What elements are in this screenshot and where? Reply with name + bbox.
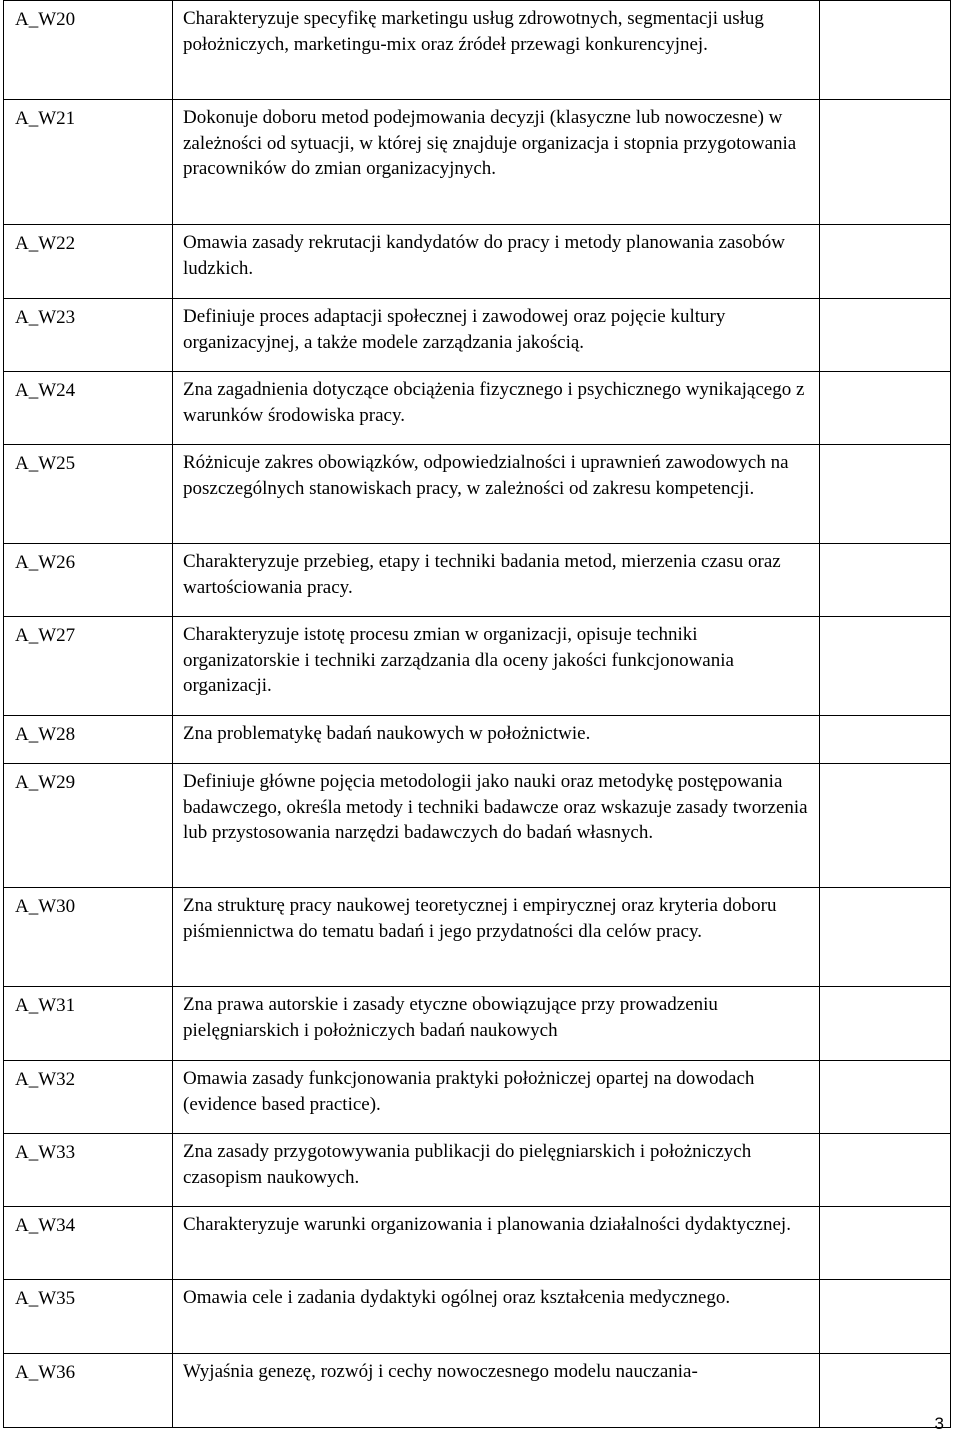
outcome-code: A_W25	[4, 445, 173, 544]
outcome-code: A_W31	[4, 987, 173, 1061]
outcome-description: Omawia zasady funkcjonowania praktyki położniczej opartej na dowodach (evidence based practice).	[173, 1061, 820, 1134]
outcome-code: A_W24	[4, 372, 173, 445]
empty-cell	[820, 1207, 951, 1280]
outcome-description: Zna strukturę pracy naukowej teoretycznej i empirycznej oraz kryteria doboru piśmiennictwa do tematu badań i jego przydatności dla celów pracy.	[173, 888, 820, 987]
outcome-code: A_W27	[4, 617, 173, 716]
outcome-description: Charakteryzuje przebieg, etapy i techniki badania metod, mierzenia czasu oraz wartościowania pracy.	[173, 544, 820, 617]
outcome-description: Definiuje główne pojęcia metodologii jako nauki oraz metodykę postępowania badawczego, określa metody i techniki badawcze oraz wskazuje zasady tworzenia lub przystosowania narzędzi badawczych do badań własnych.	[173, 764, 820, 888]
table-row	[4, 617, 951, 716]
outcome-description: Charakteryzuje istotę procesu zmian w organizacji, opisuje techniki organizatorskie i techniki zarządzania dla oceny jakości funkcjonowania organizacji.	[173, 617, 820, 716]
outcome-description: Wyjaśnia genezę, rozwój i cechy nowoczesnego modelu nauczania-	[173, 1354, 820, 1428]
empty-cell	[820, 764, 951, 888]
outcome-description: Zna prawa autorskie i zasady etyczne obowiązujące przy prowadzeniu pielęgniarskich i położniczych badań naukowych	[173, 987, 820, 1061]
table-row	[4, 1, 951, 100]
empty-cell	[820, 716, 951, 764]
table-row	[4, 1061, 951, 1134]
table-row	[4, 1134, 951, 1207]
empty-cell	[820, 445, 951, 544]
empty-cell	[820, 225, 951, 299]
empty-cell	[820, 1354, 951, 1428]
outcome-code: A_W21	[4, 100, 173, 225]
empty-cell	[820, 987, 951, 1061]
table-row	[4, 372, 951, 445]
outcome-description: Różnicuje zakres obowiązków, odpowiedzialności i uprawnień zawodowych na poszczególnych stanowiskach pracy, w zależności od zakresu kompetencji.	[173, 445, 820, 544]
outcome-description: Zna zasady przygotowywania publikacji do pielęgniarskich i położniczych czasopism naukowych.	[173, 1134, 820, 1207]
table-row	[4, 299, 951, 372]
outcome-code: A_W35	[4, 1280, 173, 1354]
table-row	[4, 1207, 951, 1280]
learning-outcomes-table	[3, 0, 951, 1428]
outcome-code: A_W36	[4, 1354, 173, 1428]
empty-cell	[820, 1280, 951, 1354]
outcome-code: A_W23	[4, 299, 173, 372]
outcome-description: Zna problematykę badań naukowych w położnictwie.	[173, 716, 820, 764]
outcome-description: Omawia cele i zadania dydaktyki ogólnej oraz kształcenia medycznego.	[173, 1280, 820, 1354]
outcome-code: A_W33	[4, 1134, 173, 1207]
empty-cell	[820, 372, 951, 445]
table-row	[4, 1280, 951, 1354]
empty-cell	[820, 1134, 951, 1207]
empty-cell	[820, 617, 951, 716]
outcome-description: Zna zagadnienia dotyczące obciążenia fizycznego i psychicznego wynikającego z warunków środowiska pracy.	[173, 372, 820, 445]
outcome-code: A_W32	[4, 1061, 173, 1134]
table-row	[4, 764, 951, 888]
empty-cell	[820, 299, 951, 372]
table-row	[4, 888, 951, 987]
outcome-code: A_W26	[4, 544, 173, 617]
outcome-description: Dokonuje doboru metod podejmowania decyzji (klasyczne lub nowoczesne) w zależności od sytuacji, w której się znajduje organizacja i stopnia przygotowania pracowników do zmian organizacyjnych.	[173, 100, 820, 225]
empty-cell	[820, 544, 951, 617]
empty-cell	[820, 888, 951, 987]
outcome-code: A_W28	[4, 716, 173, 764]
outcome-code: A_W20	[4, 1, 173, 100]
table-row	[4, 100, 951, 225]
table-row	[4, 445, 951, 544]
outcome-code: A_W22	[4, 225, 173, 299]
outcome-code: A_W30	[4, 888, 173, 987]
outcome-description: Omawia zasady rekrutacji kandydatów do pracy i metody planowania zasobów ludzkich.	[173, 225, 820, 299]
empty-cell	[820, 100, 951, 225]
page-number: 3	[934, 1414, 944, 1433]
outcome-description: Definiuje proces adaptacji społecznej i zawodowej oraz pojęcie kultury organizacyjnej, a także modele zarządzania jakością.	[173, 299, 820, 372]
outcome-code: A_W29	[4, 764, 173, 888]
table-row	[4, 1354, 951, 1428]
outcome-code: A_W34	[4, 1207, 173, 1280]
outcome-description: Charakteryzuje warunki organizowania i planowania działalności dydaktycznej.	[173, 1207, 820, 1280]
table-row	[4, 544, 951, 617]
empty-cell	[820, 1061, 951, 1134]
table-row	[4, 987, 951, 1061]
empty-cell	[820, 1, 951, 100]
table-row	[4, 225, 951, 299]
table-row	[4, 716, 951, 764]
outcome-description: Charakteryzuje specyfikę marketingu usług zdrowotnych, segmentacji usług położniczych, marketingu-mix oraz źródeł przewagi konkurencyjnej.	[173, 1, 820, 100]
